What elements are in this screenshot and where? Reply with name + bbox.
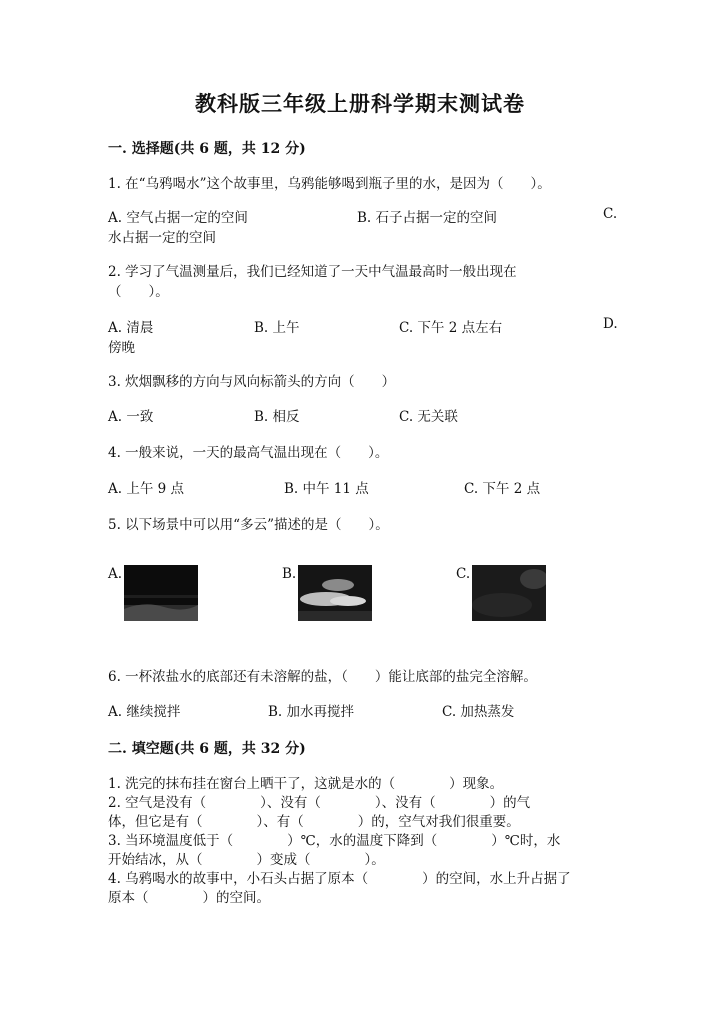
section-heading-choice: 一. 选择题(共 6 题，共 12 分): [108, 141, 306, 157]
question-1: 1. 在“乌鸦喝水”这个故事里，乌鸦能够喝到瓶子里的水，是因为（ ）。: [108, 176, 551, 192]
q5-option-b: B.: [282, 566, 297, 582]
q4-option-c: C. 下午 2 点: [464, 481, 541, 497]
q3-option-b: B. 相反: [254, 409, 300, 425]
fill-line-2: 2. 空气是没有（ ）、没有（ ）、没有（ ）的气: [108, 795, 531, 811]
question-3: 3. 炊烟飘移的方向与风向标箭头的方向（ ）: [108, 374, 396, 390]
question-2-line-1: 2. 学习了气温测量后，我们已经知道了一天中气温最高时一般出现在: [108, 264, 517, 280]
q1-option-c-text: 水占据一定的空间: [108, 230, 216, 246]
question-4: 4. 一般来说，一天的最高气温出现在（ ）。: [108, 445, 389, 461]
q1-option-c-label: C.: [603, 206, 618, 222]
q3-option-a: A. 一致: [108, 409, 154, 425]
q2-option-c: C. 下午 2 点左右: [399, 320, 503, 336]
q4-option-a: A. 上午 9 点: [108, 481, 185, 497]
question-2-line-2: （ ）。: [108, 284, 169, 300]
q2-option-a: A. 清晨: [108, 320, 154, 336]
q6-option-b: B. 加水再搅拌: [268, 704, 355, 720]
q1-option-b: B. 石子占据一定的空间: [357, 210, 498, 226]
q2-option-d-text: 傍晚: [108, 340, 135, 356]
q6-option-a: A. 继续搅拌: [108, 704, 181, 720]
fill-line-5: 开始结冰，从（ ）变成（ ）。: [108, 852, 385, 868]
q5-image-b: [298, 565, 372, 621]
question-6: 6. 一杯浓盐水的底部还有未溶解的盐，（ ）能让底部的盐完全溶解。: [108, 669, 537, 685]
q5-image-a: [124, 565, 198, 621]
q1-option-a: A. 空气占据一定的空间: [108, 210, 248, 226]
page-title: 教科版三年级上册科学期末测试卷: [195, 91, 525, 116]
fill-line-6: 4. 乌鸦喝水的故事中，小石头占据了原本（ ）的空间，水上升占据了: [108, 871, 571, 887]
q5-option-c: C.: [456, 566, 471, 582]
q5-option-a: A.: [108, 566, 123, 582]
q3-option-c: C. 无关联: [399, 409, 458, 425]
fill-line-4: 3. 当环境温度低于（ ）℃，水的温度下降到（ ）℃时，水: [108, 833, 561, 849]
section-heading-fill: 二. 填空题(共 6 题，共 32 分): [108, 741, 306, 757]
q6-option-c: C. 加热蒸发: [442, 704, 515, 720]
question-5: 5. 以下场景中可以用“多云”描述的是（ ）。: [108, 517, 389, 533]
q2-option-b: B. 上午: [254, 320, 300, 336]
q2-option-d-label: D.: [603, 316, 618, 332]
q5-image-c: [472, 565, 546, 621]
q4-option-b: B. 中午 11 点: [284, 481, 369, 497]
fill-line-3: 体，但它是有（ ）、有（ ）的，空气对我们很重要。: [108, 814, 520, 830]
fill-line-1: 1. 洗完的抹布挂在窗台上晒干了，这就是水的（ ）现象。: [108, 776, 504, 792]
fill-line-7: 原本（ ）的空间。: [108, 890, 270, 906]
